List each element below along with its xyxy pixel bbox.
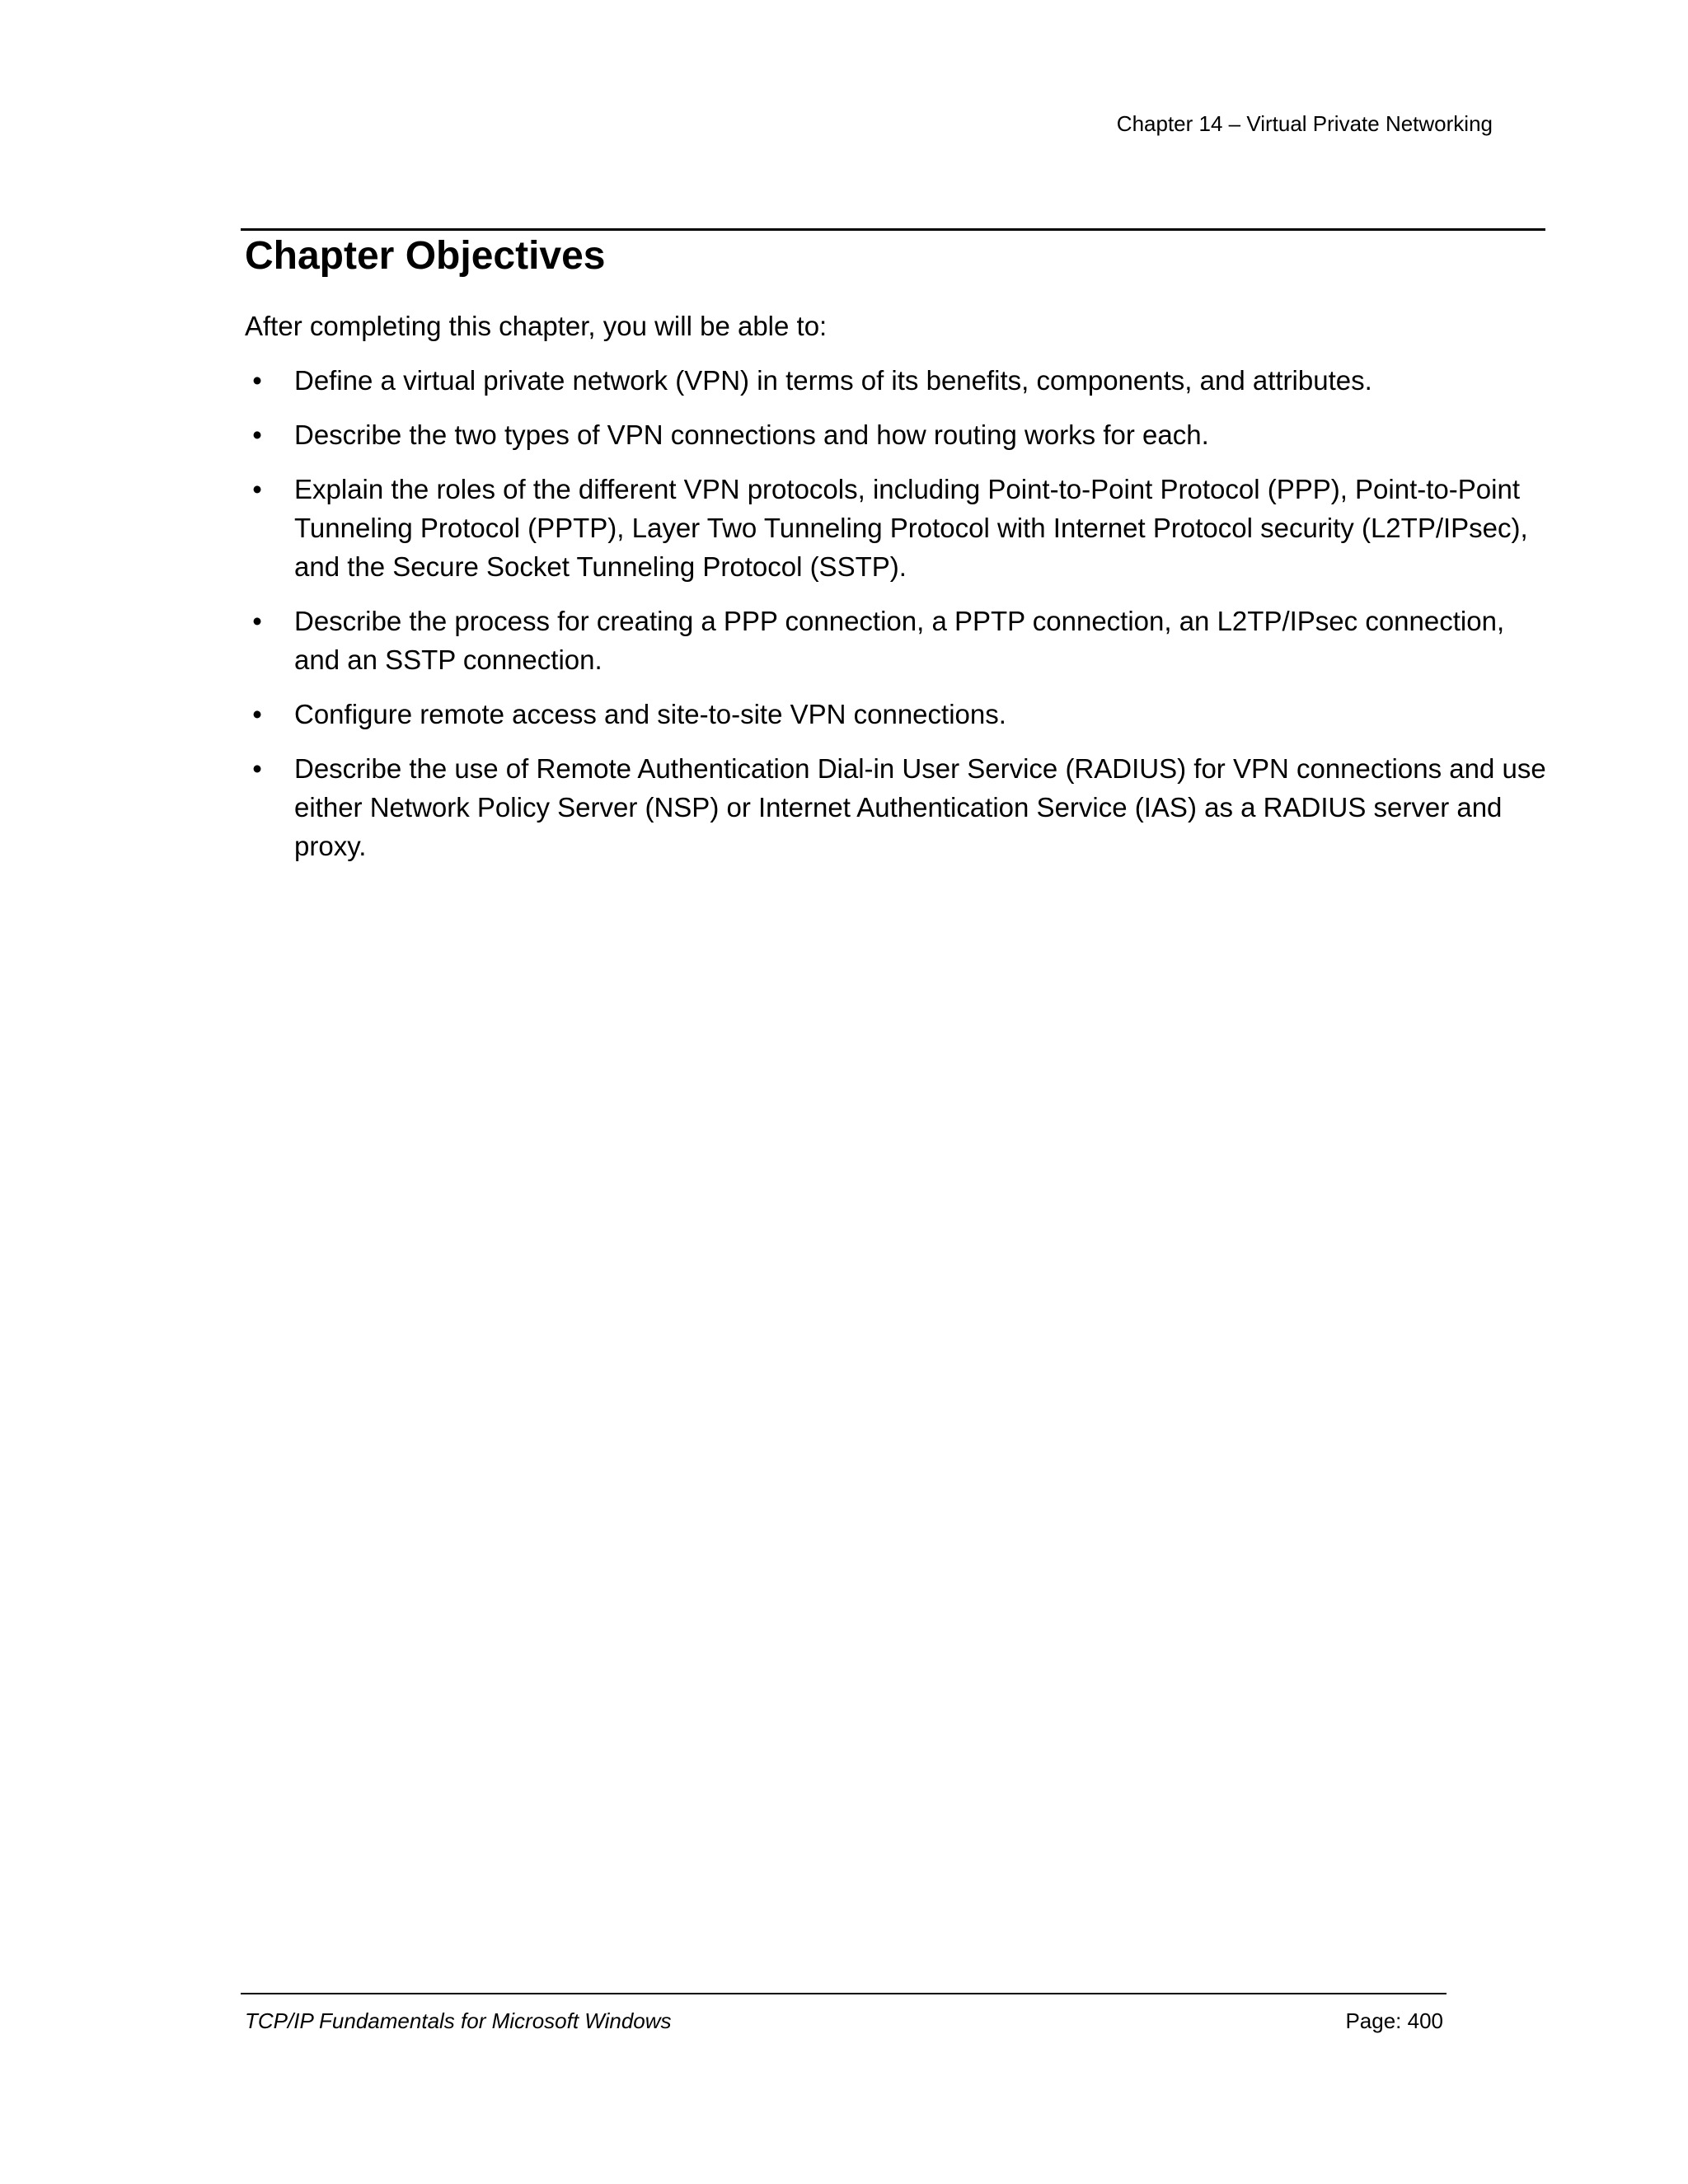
objective-item <box>245 749 1547 865</box>
bullet: • <box>252 419 262 450</box>
footer-rule <box>241 1993 1447 1994</box>
bullet: • <box>252 365 262 396</box>
objective-text: Describe the process for creating a PPP connection, a PPTP connection, an L2TP/IPsec connection, and an SSTP connection. <box>294 606 1505 675</box>
footer-book-title: TCP/IP Fundamentals for Microsoft Windows <box>245 2008 672 2033</box>
objective-text: Explain the roles of the different VPN protocols, including Point-to-Point Protocol (PPP), Point-to-Point Tunneling Protocol (PPTP), Layer Two Tunneling Protocol with Internet Protocol security (L2TP/IPsec), and the Secure Socket Tunneling Protocol (SSTP). <box>294 474 1528 582</box>
footer-page-number: Page: 400 <box>1345 2008 1443 2033</box>
objective-text: Describe the use of Remote Authentication Dial-in User Service (RADIUS) for VPN connections and use either Network Policy Server (NSP) or Internet Authentication Service (IAS) as a RADIUS server and proxy. <box>294 753 1546 861</box>
running-header: Chapter 14 – Virtual Private Networking <box>1116 111 1493 136</box>
objective-item <box>245 415 1547 454</box>
objective-text: Configure remote access and site-to-site VPN connections. <box>294 699 1006 729</box>
objectives-intro: After completing this chapter, you will be able to: <box>245 311 828 341</box>
bullet: • <box>252 474 262 504</box>
bullet: • <box>252 606 262 636</box>
objective-text: Define a virtual private network (VPN) in terms of its benefits, components, and attributes. <box>294 365 1372 396</box>
bullet: • <box>252 699 262 729</box>
objective-item <box>245 602 1547 679</box>
bullet: • <box>252 753 262 784</box>
objective-text: Describe the two types of VPN connections and how routing works for each. <box>294 419 1209 450</box>
objectives-list <box>245 361 1547 865</box>
chapter-title: Chapter Objectives <box>245 234 606 278</box>
objective-item <box>245 361 1547 400</box>
objective-item <box>245 470 1547 586</box>
objectives-section <box>245 310 1547 881</box>
objective-item <box>245 695 1547 733</box>
